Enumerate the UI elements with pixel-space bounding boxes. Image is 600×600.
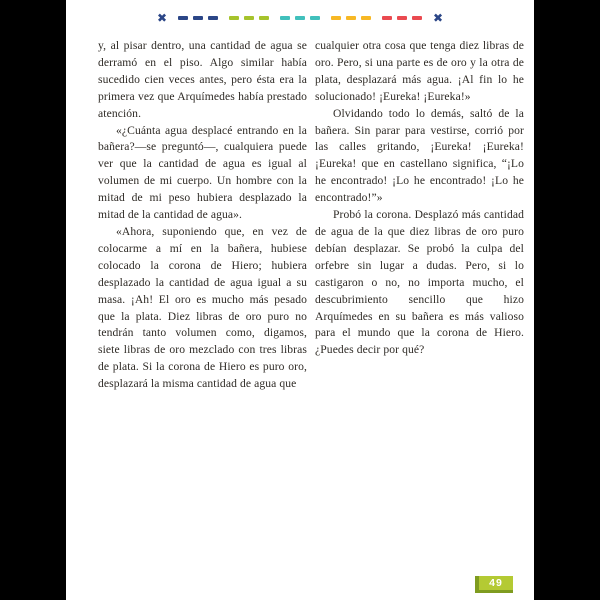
dash-icon [259,16,269,20]
paragraph: «Ahora, suponiendo que, en vez de colocarme a mí en la bañera, hubiese colocado la corona de Hiero; hubiera desplazado la cantidad de agua igual a su masa. ¡Ah! El oro es mucho más pesado que la plata. Diez libras de oro puro no tendrán tanto volumen como, digamos, siete libras de oro mezclado con tres libras de plata. Si la corona de Hiero es puro oro, desplazará la misma cantidad de agua que [98,224,307,391]
dash-icon [361,16,371,20]
dash-icon [178,16,188,20]
paragraph: «¿Cuánta agua desplacé entrando en la bañera?—se preguntó—, cualquiera puede ver que la cantidad de agua es igual al volumen de mi cuerpo. Un hombre con la mitad de mi peso hubiera desplazado la mitad de la cantidad de agua». [98,123,307,222]
dash-icon [229,16,239,20]
dash-icon [382,16,392,20]
dash-icon [193,16,203,20]
dash-group-red [382,16,422,20]
dash-icon [412,16,422,20]
dash-group-teal [280,16,320,20]
text-columns [98,38,524,393]
paragraph: Probó la corona. Desplazó más cantidad de agua de la que diez libras de oro puro debían desplazar. Se probó la culpa del orfebre sin lugar a dudas. Pero, si lo castigaron o no, no importa mucho, el descubrimiento sencillo que hizo Arquímedes en su bañera es más valioso para el mundo que la corona de Hiero. ¿Puedes decir por qué? [315,208,524,357]
left-column [98,38,307,393]
dash-icon [295,16,305,20]
page-number-badge [475,576,513,593]
right-column [315,38,524,393]
asterisk-icon: ✖ [156,11,167,25]
asterisk-icon: ✖ [433,11,444,25]
dash-icon [331,16,341,20]
paragraph: y, al pisar dentro, una cantidad de agua se derramó en el piso. Algo similar había sucedido cien veces antes, pero ésta era la primera vez que Arquímedes había prestado atención. [98,39,307,120]
dash-group-green [229,16,269,20]
dash-icon [244,16,254,20]
dash-icon [397,16,407,20]
dash-icon [346,16,356,20]
book-page [66,0,534,600]
page-number: 49 [489,577,503,589]
header-decoration [76,11,524,25]
dash-group-blue [178,16,218,20]
dash-icon [208,16,218,20]
dash-icon [280,16,290,20]
dash-icon [310,16,320,20]
paragraph: Olvidando todo lo demás, saltó de la bañera. Sin parar para vestirse, corrió por las calles gritando, ¡Eureka! ¡Eureka! ¡Eureka! que en castellano significa, “¡Lo he encontrado! ¡Lo he encontrado! ¡Lo he encontrado!”» [315,106,524,205]
dash-group-yellow [331,16,371,20]
paragraph: cualquier otra cosa que tenga diez libras de oro. Pero, si una parte es de oro y la otra de plata, desplazará más agua. ¡Al fin lo he solucionado! ¡Eureka! ¡Eureka!» [315,39,524,103]
